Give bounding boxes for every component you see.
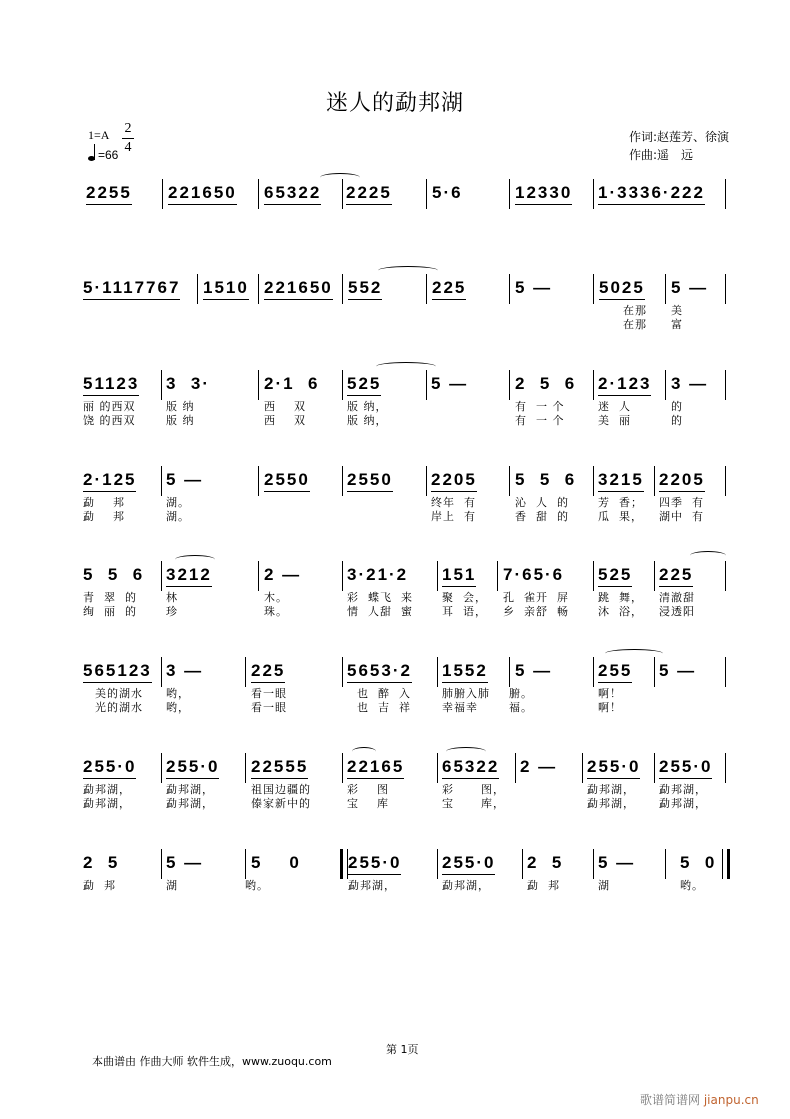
watermark: 歌谱简谱网 jianpu.cn (640, 1093, 759, 1107)
lyric: 也 吉 祥 (357, 701, 411, 714)
lyric: 美 (671, 304, 683, 317)
measure: 12330 (515, 183, 572, 205)
generator-credit: 本曲谱由 作曲大师 软件生成，www.zuoqu.com (92, 1055, 332, 1068)
measure: 151 (442, 565, 476, 587)
measure: 1552 (442, 661, 488, 683)
page-number: 第 1页 (386, 1043, 419, 1056)
measure: 3215 (598, 470, 644, 492)
measure: 1510 (203, 278, 249, 300)
lyric: 版 纳 (166, 414, 195, 427)
lyric: 湖。 (166, 496, 190, 509)
lyric: 彩 图 (347, 783, 389, 796)
lyric: 孔 雀开 屏 (503, 591, 569, 604)
lyric: 青 翠 的 (83, 591, 137, 604)
lyric: 勐邦湖， (83, 797, 131, 810)
lyric: 林 (166, 591, 178, 604)
measure: 552 (348, 278, 382, 300)
lyric: 珍 (166, 605, 178, 618)
measure: 5 — (431, 374, 469, 393)
lyric: 的 (671, 414, 683, 427)
lyric: 沐 浴， (598, 605, 643, 618)
lyric: 香 甜 的 (515, 510, 569, 523)
measure: 255·0 (166, 757, 219, 779)
measure: 7·65·6 (503, 565, 565, 584)
lyric: 哟。 (680, 879, 704, 892)
measure: 2 5 6 (515, 374, 577, 393)
lyric: 勐 邦 (83, 496, 125, 509)
measure: 2·123 (598, 374, 651, 396)
lyric: 的 (671, 400, 683, 413)
repeat-start-barline (340, 849, 348, 879)
measure: 5 5 6 (515, 470, 577, 489)
lyric: 珠。 (264, 605, 288, 618)
measure: 255·0 (348, 853, 401, 875)
measure: 2550 (347, 470, 393, 492)
measure: 51123 (83, 374, 139, 396)
measure: 255·0 (83, 757, 136, 779)
measure: 1·3336·222 (598, 183, 705, 205)
measure: 22555 (251, 757, 308, 779)
lyric: 祖国边疆的 (251, 783, 311, 796)
measure: 2205 (431, 470, 477, 492)
lyricist: 作词:赵莲芳、徐演 (629, 130, 730, 144)
lyric: 勐邦湖， (442, 879, 490, 892)
lyric: 勐 邦 (527, 879, 560, 892)
lyric: 有 一 个 (515, 400, 565, 413)
measure: 5 — (598, 853, 636, 872)
lyric: 岸上 有 (431, 510, 476, 523)
composer: 作曲:遥 远 (629, 148, 694, 162)
lyric: 绚 丽 的 (83, 605, 137, 618)
lyric: 哟， (166, 701, 190, 714)
lyric: 清澈甜 (659, 591, 695, 604)
lyric: 幸福幸 (442, 701, 478, 714)
lyric: 浸透阳 (659, 605, 695, 618)
measure: 2·125 (83, 470, 136, 492)
measure: 2225 (346, 183, 392, 205)
lyric: 哟， (166, 687, 190, 700)
lyric: 也 醉 入 (357, 687, 411, 700)
measure: 65322 (442, 757, 499, 779)
lyric: 肺腑入肺 (442, 687, 490, 700)
measure: 225 (432, 278, 466, 300)
lyric: 芳 香； (598, 496, 643, 509)
lyric: 看一眼 (251, 701, 287, 714)
measure: 525 (598, 565, 632, 587)
measure: 255 (598, 661, 632, 683)
measure: 525 (347, 374, 381, 396)
lyric: 勐 邦 (83, 879, 116, 892)
measure: 5653·2 (347, 661, 412, 683)
lyric: 福。 (509, 701, 533, 714)
lyric: 腑。 (509, 687, 533, 700)
lyric: 版 纳 (166, 400, 195, 413)
lyric: 看一眼 (251, 687, 287, 700)
measure: 2550 (264, 470, 310, 492)
tempo-marking: =66 (88, 148, 118, 162)
lyric: 傣家新中的 (251, 797, 311, 810)
measure: 255·0 (659, 757, 712, 779)
measure: 2·1 6 (264, 374, 320, 393)
lyric: 宝 库 (347, 797, 389, 810)
lyric: 四季 有 (659, 496, 704, 509)
measure: 5 — (515, 278, 553, 297)
lyric: 富 (671, 318, 683, 331)
lyric: 西 双 (264, 414, 306, 427)
measure: 5 — (166, 470, 204, 489)
lyric: 终年 有 (431, 496, 476, 509)
measure: 221650 (168, 183, 237, 205)
measure: 5 — (671, 278, 709, 297)
lyric: 彩 图， (442, 783, 505, 796)
measure: 5025 (599, 278, 645, 300)
measure: 225 (659, 565, 693, 587)
lyric: 湖 (598, 879, 610, 892)
measure: 255·0 (442, 853, 495, 875)
lyric: 勐邦湖， (166, 783, 214, 796)
measure: 3 3· (166, 374, 211, 393)
measure: 221650 (264, 278, 333, 300)
lyric: 迷 人 (598, 400, 631, 413)
measure: 5 — (166, 853, 204, 872)
lyric: 勐邦湖， (587, 797, 635, 810)
lyric: 在那 (623, 318, 647, 331)
measure: 2 5 (527, 853, 564, 872)
key-signature: 1=A (88, 128, 110, 142)
lyric: 版 纳， (347, 414, 388, 427)
quarter-note-icon (88, 156, 95, 161)
repeat-end-barline (722, 849, 730, 879)
lyric: 情 人甜 蜜 (347, 605, 413, 618)
lyric: 光的湖水 (95, 701, 143, 714)
measure: 3212 (166, 565, 212, 587)
lyric: 勐 邦 (83, 510, 125, 523)
measure: 22165 (347, 757, 404, 779)
measure: 565123 (83, 661, 152, 683)
lyric: 彩 蝶飞 来 (347, 591, 413, 604)
measure: 255·0 (587, 757, 640, 779)
lyric: 勐邦湖， (83, 783, 131, 796)
lyric: 勐邦湖， (587, 783, 635, 796)
measure: 5 5 6 (83, 565, 145, 584)
lyric: 啊！ (598, 687, 622, 700)
lyric: 美 丽 (598, 414, 631, 427)
measure: 65322 (264, 183, 321, 205)
measure: 5·1117767 (83, 278, 180, 300)
measure: 2255 (86, 183, 132, 205)
lyric: 乡 亲舒 畅 (503, 605, 569, 618)
lyric: 聚 会， (442, 591, 487, 604)
measure: 2 — (520, 757, 558, 776)
lyric: 耳 语， (442, 605, 487, 618)
lyric: 木。 (264, 591, 288, 604)
lyric: 勐邦湖， (659, 783, 707, 796)
credits (629, 128, 729, 164)
measure: 5·6 (432, 183, 463, 202)
measure: 3 — (166, 661, 204, 680)
lyric: 西 双 (264, 400, 306, 413)
measure: 3·21·2 (347, 565, 409, 584)
measure: 225 (251, 661, 285, 683)
measure: 2 — (264, 565, 302, 584)
measure: 2 5 (83, 853, 120, 872)
lyric: 湖 (166, 879, 178, 892)
time-signature: 2 4 (121, 120, 135, 157)
measure: 5 0 (251, 853, 301, 872)
lyric: 美的湖水 (95, 687, 143, 700)
measure: 5 0 (680, 853, 717, 872)
lyric: 哟。 (245, 879, 269, 892)
measure: 5 — (659, 661, 697, 680)
lyric: 在那 (623, 304, 647, 317)
song-title: 迷人的勐邦湖 (325, 91, 464, 116)
lyric: 瓜 果， (598, 510, 643, 523)
lyric: 勐邦湖， (348, 879, 396, 892)
lyric: 宝 库， (442, 797, 505, 810)
lyric: 啊！ (598, 701, 622, 714)
lyric: 沁 人 的 (515, 496, 569, 509)
lyric: 勐邦湖， (166, 797, 214, 810)
measure: 5 — (515, 661, 553, 680)
lyric: 有 一 个 (515, 414, 565, 427)
lyric: 勐邦湖， (659, 797, 707, 810)
lyric: 跳 舞， (598, 591, 643, 604)
measure: 3 — (671, 374, 709, 393)
measure: 2205 (659, 470, 705, 492)
lyric: 湖。 (166, 510, 190, 523)
lyric: 饶 的西双 (83, 414, 136, 427)
lyric: 湖中 有 (659, 510, 704, 523)
lyric: 丽 的西双 (83, 400, 136, 413)
lyric: 版 纳， (347, 400, 388, 413)
